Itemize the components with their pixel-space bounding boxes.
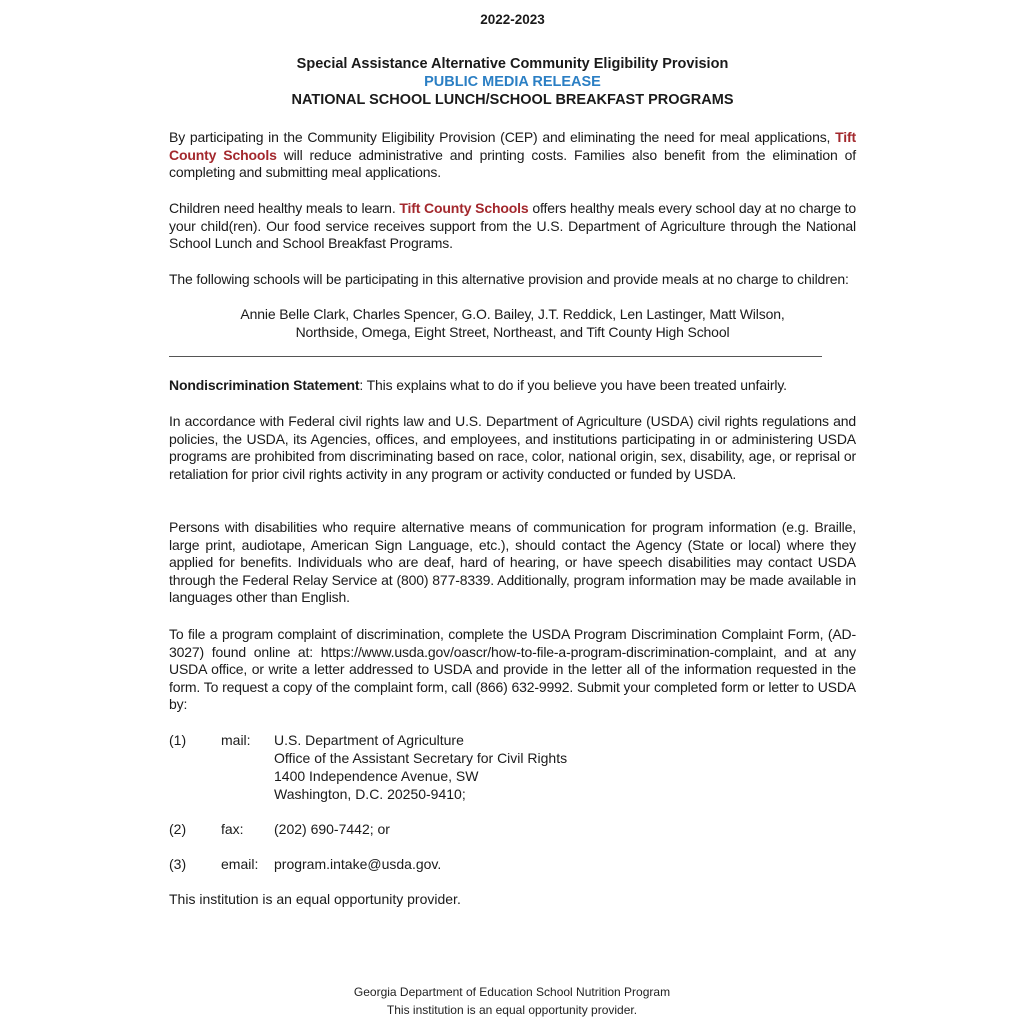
- schools-line: Northside, Omega, Eight Street, Northeast, and Tift County High School: [295, 323, 730, 340]
- intro-text: offers healthy meals every school day at no charge to your child(ren). Our food service receives support from the U.S. Department of Agriculture through the National School Lunch and School Breakfast Programs.: [169, 200, 856, 252]
- nondiscrimination-title: Nondiscrimination Statement: [169, 377, 360, 393]
- district-name: Tift County Schools: [399, 200, 529, 216]
- schools-line: Annie Belle Clark, Charles Spencer, G.O. Bailey, J.T. Reddick, Len Lastinger, Matt Wilson,: [240, 306, 785, 322]
- address-line: U.S. Department of Agriculture: [274, 732, 464, 748]
- address-line: 1400 Independence Avenue, SW: [274, 768, 479, 784]
- nondiscrimination-intro: : This explains what to do if you believe you have been treated unfairly.: [359, 377, 787, 393]
- nondiscrimination-paragraph-1: In accordance with Federal civil rights law and U.S. Department of Agriculture (USDA) civil rights regulations and policies, the USDA, its Agencies, offices, and employees, and institutions participating in or administering USDA programs are prohibited from discriminating based on race, color, national origin, sex, disability, age, or reprisal or retaliation for prior civil rights activity in any program or activity conducted or funded by USDA.: [169, 413, 856, 482]
- contact-number: (1): [169, 732, 187, 748]
- closing-statement: This institution is an equal opportunity provider.: [169, 891, 461, 907]
- school-year: 2022-2023: [480, 12, 545, 27]
- footer-line: Georgia Department of Education School Nutrition Program: [353, 985, 671, 999]
- intro-text: Children need healthy meals to learn.: [169, 200, 400, 216]
- schools-list: [169, 306, 856, 341]
- section-divider: [169, 356, 822, 357]
- address-line: Office of the Assistant Secretary for Civil Rights: [274, 750, 568, 766]
- title-block: [169, 55, 856, 109]
- footer-line: This institution is an equal opportunity provider.: [386, 1003, 638, 1017]
- intro-paragraph-2: [169, 200, 856, 253]
- nondiscrimination-heading: [169, 377, 856, 395]
- intro-text: By participating in the Community Eligibility Provision (CEP) and eliminating the need for meal applications,: [169, 129, 836, 145]
- email-link[interactable]: program.intake@usda.gov.: [274, 856, 442, 872]
- fax-number: (202) 690-7442; or: [274, 821, 390, 837]
- nondiscrimination-paragraph-2: Persons with disabilities who require alternative means of communication for program information (e.g. Braille, large print, audiotape, American Sign Language, etc.), should contact the Agency (State or local) where they applied for benefits. Individuals who are deaf, hard of hearing, or have speech disabilities may contact USDA through the Federal Relay Service at (800) 877-8339. Additionally, program information may be made available in languages other than English.: [169, 519, 856, 606]
- contact-label: fax:: [221, 821, 244, 837]
- document-title: Special Assistance Alternative Community Eligibility Provision: [296, 56, 729, 72]
- contact-number: (2): [169, 821, 187, 837]
- intro-text: will reduce administrative and printing costs. Families also benefit from the elimination of completing and submitting meal applications.: [169, 146, 856, 181]
- contact-number: (3): [169, 856, 187, 872]
- intro-paragraph-3: The following schools will be participating in this alternative provision and provide meals at no charge to children:: [169, 271, 849, 287]
- contact-label: mail:: [221, 732, 251, 748]
- nondiscrimination-paragraph-3: To file a program complaint of discrimination, complete the USDA Program Discrimination Complaint Form, (AD-3027) found online at: https://www.usda.gov/oascr/how-to-file-a-program-discrimination-complaint, and at any USDA office, or write a letter addressed to USDA and provide in the letter all of the information requested in the form. To request a copy of the complaint form, call (866) 632-9992. Submit your completed form or letter to USDA by:: [169, 626, 856, 713]
- address-line: Washington, D.C. 20250-9410;: [274, 786, 466, 802]
- intro-paragraph-1: [169, 129, 856, 182]
- program-title: NATIONAL SCHOOL LUNCH/SCHOOL BREAKFAST PROGRAMS: [291, 92, 734, 108]
- district-name: Tift County Schools: [169, 129, 856, 163]
- mail-address: [274, 731, 567, 803]
- contact-label: email:: [221, 856, 259, 872]
- page-footer: [0, 983, 1024, 1019]
- document-subtitle: PUBLIC MEDIA RELEASE: [424, 74, 601, 90]
